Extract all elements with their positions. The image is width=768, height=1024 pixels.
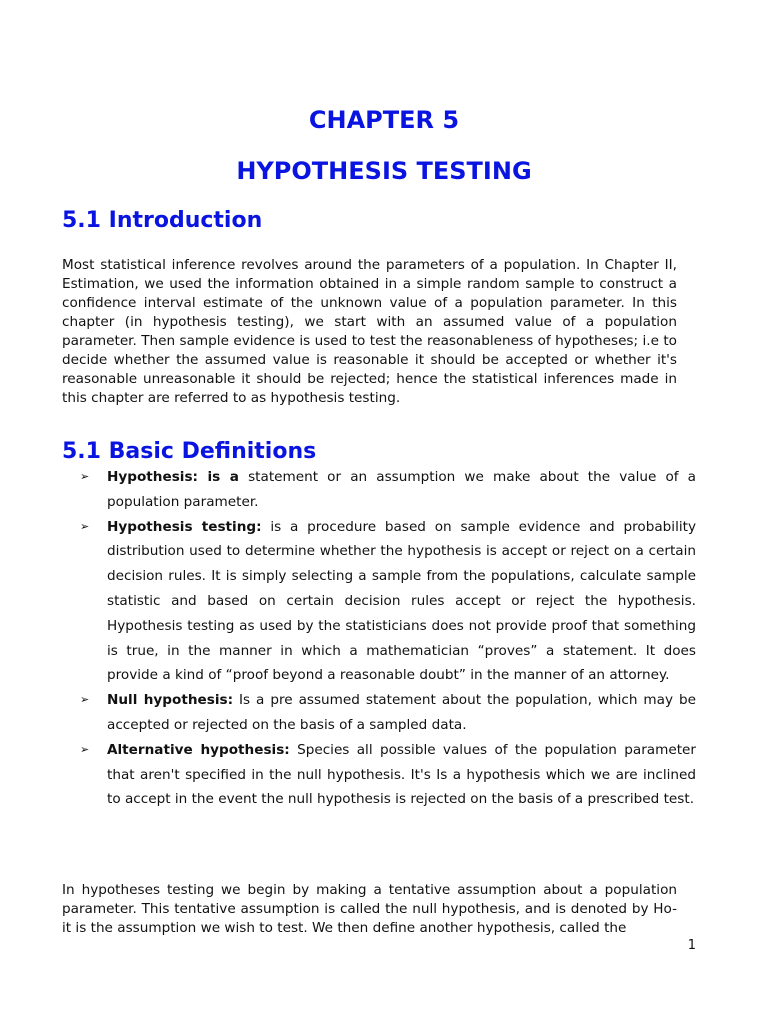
arrow-bullet-icon: ➢: [80, 470, 90, 483]
definition-term: Alternative hypothesis:: [107, 741, 290, 758]
closing-paragraph: In hypotheses testing we begin by making a tentative assumption about a population parameter. This tentative assumption is called the null hypothesis, and is denoted by Ho-it is the assumption we wish to test. We then define another hypothesis, called the: [62, 882, 677, 936]
definition-term: Hypothesis testing:: [107, 518, 262, 535]
introduction-paragraph: Most statistical inference revolves around the parameters of a population. In Chapter II, Estimation, we used the information obtained in a simple random sample to construct a confidence interval estimate of the unknown value of a population parameter. In this chapter (in hypothesis testing), we start with an assumed value of a population parameter. Then sample evidence is used to test the reasonableness of hypotheses; i.e to decide whether the assumed value is reasonable it should be accepted or whether it's reasonable unreasonable it should be rejected; hence the statistical inferences made in this chapter are referred to as hypothesis testing.: [62, 257, 677, 406]
arrow-bullet-icon: ➢: [80, 742, 90, 756]
definitions-list: [80, 465, 696, 812]
definition-hypothesis-testing: [80, 515, 696, 689]
basic-definitions-heading: 5.1 Basic Definitions: [62, 439, 317, 464]
arrow-bullet-icon: ➢: [80, 693, 90, 707]
definition-text: Species all possible values of the population parameter that aren't specified in the null hypothesis. It's Is a hypothesis which we are inclined to accept in the event the null hypothesis is rejected on the basis of a prescribed test.: [107, 741, 696, 808]
definition-null-hypothesis: [80, 688, 696, 738]
chapter-title: HYPOTHESIS TESTING: [236, 157, 532, 185]
definition-text: statement or an assumption we make about the value of a population parameter.: [107, 469, 696, 510]
definition-term: Hypothesis: is a: [107, 469, 239, 485]
definition-text: Is a pre assumed statement about the population, which may be accepted or rejected on the basis of a sampled data.: [107, 692, 696, 733]
introduction-heading: 5.1 Introduction: [62, 208, 263, 233]
definition-alternative-hypothesis: [80, 738, 696, 812]
arrow-bullet-icon: ➢: [80, 519, 90, 533]
definition-text: is a procedure based on sample evidence and probability distribution used to determine whether the hypothesis is accept or reject on a certain decision rules. It is simply selecting a sample from the populations, calculate sample statistic and based on certain decision rules accept or reject the hypothesis. Hypothesis testing as used by the statisticians does not provide proof that something is true, in the manner in which a mathematician “proves” a statement. It does provide a kind of “proof beyond a reasonable doubt” in the manner of an attorney.: [107, 518, 696, 684]
chapter-number: CHAPTER 5: [308, 106, 460, 134]
definition-hypothesis: [80, 465, 696, 515]
page-number: 1: [687, 938, 696, 953]
definition-term: Null hypothesis:: [107, 692, 234, 709]
